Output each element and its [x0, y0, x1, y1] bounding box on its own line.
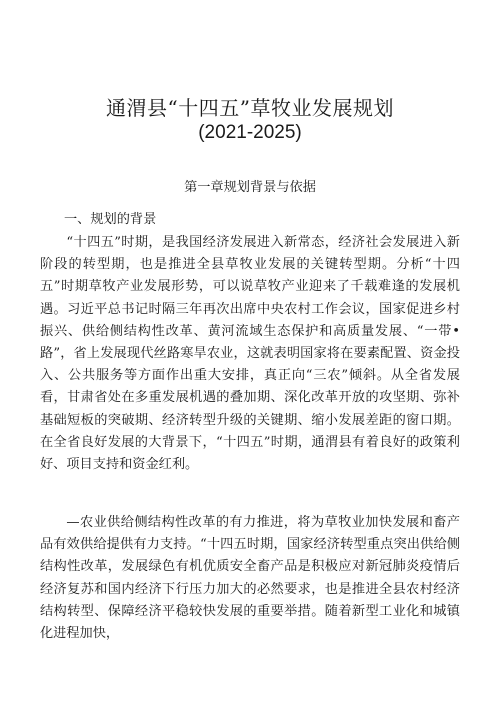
document-year-range: (2021-2025) — [198, 122, 302, 143]
body-paragraph: “十四五”时期，是我国经济发展进入新常态，经济社会发展进入新阶段的转型期，也是推进全县草牧业发展的关键转型期。分析“十四五”时期草牧产业发展形势，可以说草牧产业迎来了千载难逢的发展机遇。习近平总书记时隔三年再次出席中央农村工作会议，国家促进乡村振兴、供给侧结构性改革、黄河流域生态保护和高质量发展、“一带•路”，省上发展现代丝路寒旱农业，这就表明国家将在要素配置、资金投入、公共服务等方面作出重大安排，真正向“三农”倾斜。从全省发展看，甘肃省处在多重发展机遇的叠加期、深化改革开放的攻坚期、弥补基础短板的突破期、经济转型升级的关键期、缩小发展差距的窗口期。在全省良好发展的大背景下，“十四五”时期，通渭县有着良好的政策利好、项目支持和资金红利。 — [40, 235, 460, 473]
body-paragraph: —农业供给侧结构性改革的有力推进，将为草牧业加快发展和畜产品有效供给提供有力支持。“十四五时期，国家经济转型重点突出供给侧结构性改革，发展绿色有机优质安全畜产品是积极应对新冠肺炎疫情后经济复苏和国内经济下行压力加大的必然要求，也是推进全县农村经济结构转型、保障经济平稳较快发展的重要举措。随着新型工业化和城镇化进程加快， — [40, 515, 460, 642]
section-heading: 一、规划的背景 — [64, 212, 157, 227]
document-title: 通渭县“十四五”草牧业发展规划 — [106, 96, 394, 120]
chapter-heading: 第一章规划背景与依据 — [184, 180, 316, 195]
